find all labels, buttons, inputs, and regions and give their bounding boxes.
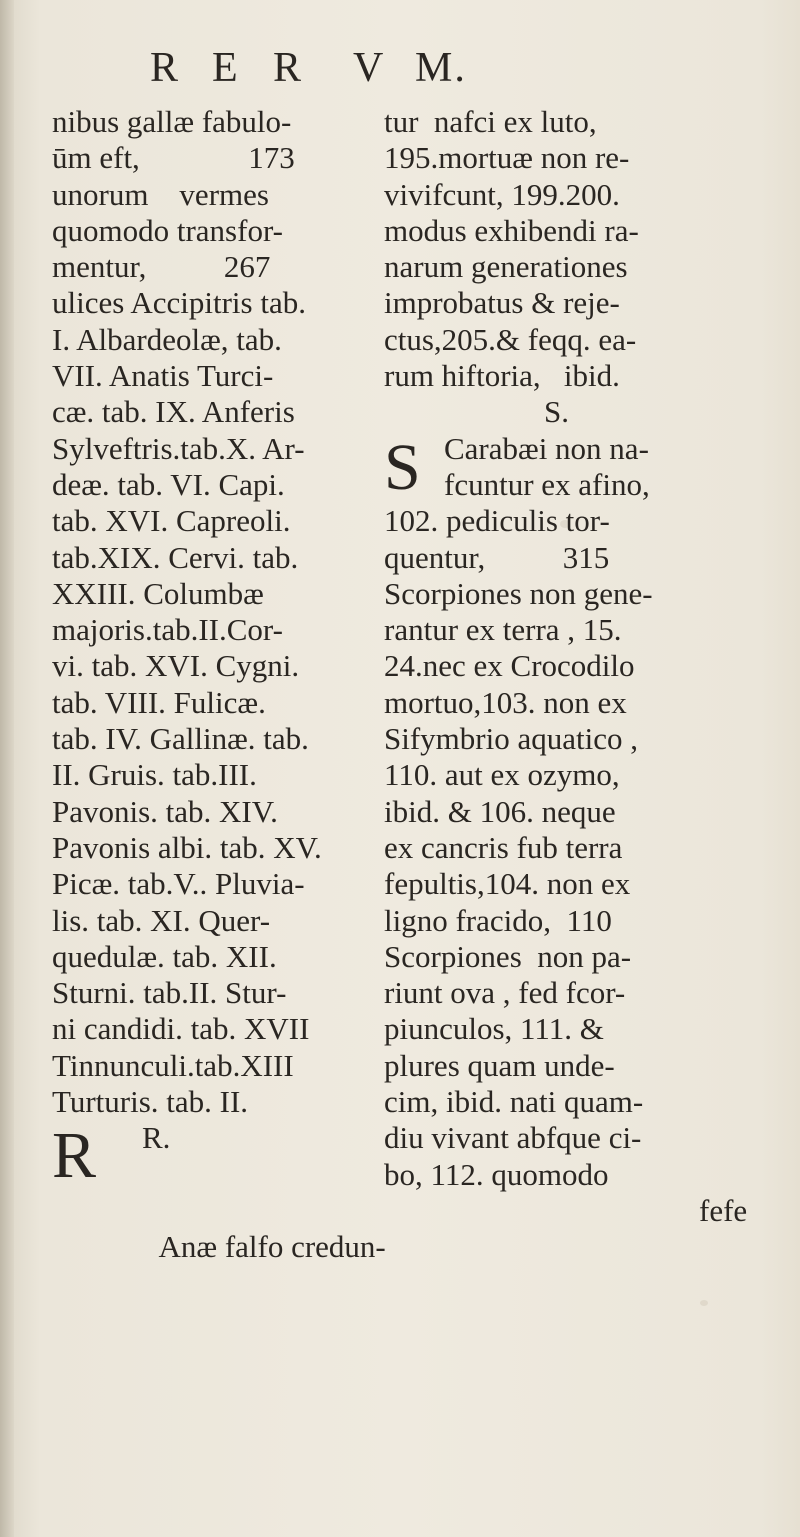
text-line: ibid. & 106. neque — [384, 793, 616, 829]
text-line: Anæ falfo credun- — [158, 1229, 386, 1265]
text-line: tab. IV. Gallinæ. tab. — [52, 721, 309, 757]
right-column-lines-top — [384, 104, 764, 394]
text-line: Sylveftris.tab.X. Ar- — [52, 430, 305, 466]
text-line: plures quam unde- — [384, 1047, 615, 1083]
text-line: ulices Accipitris tab. — [52, 285, 306, 321]
text-line: rum hiftoria, ibid. — [384, 358, 620, 394]
text-line: lis. tab. XI. Quer- — [52, 902, 271, 938]
running-head-letter: R — [150, 45, 181, 91]
text-line: ni candidi. tab. XVII — [52, 1011, 310, 1047]
text-line: fcuntur ex afino, — [444, 466, 650, 502]
text-line: vi. tab. XVI. Cygni. — [52, 648, 300, 684]
left-column — [52, 104, 386, 1265]
text-line: majoris.tab.II.Cor- — [52, 612, 283, 648]
text-line: improbatus & reje- — [384, 285, 620, 321]
text-line: narum generationes — [384, 249, 628, 285]
text-line: ctus,205.& feqq. ea- — [384, 321, 637, 357]
page-gutter — [0, 0, 14, 1537]
left-column-lines — [52, 104, 370, 1120]
dropcap-paragraph-r — [52, 1118, 386, 1265]
running-head-letter: R — [273, 45, 304, 91]
text-line: quedulæ. tab. XII. — [52, 938, 277, 974]
text-line: Scorpiones non gene- — [384, 575, 653, 611]
text-line: Turturis. tab. II. — [52, 1084, 249, 1120]
text-line: bo, 112. quomodo — [384, 1156, 609, 1192]
text-line: Pavonis. tab. XIV. — [52, 793, 278, 829]
catchword: fefe — [699, 1192, 748, 1228]
text-line: unorum vermes — [52, 176, 269, 212]
dropcap-paragraph-s — [384, 431, 764, 504]
text-line: Pavonis albi. tab. XV. — [52, 829, 322, 865]
text-line: quentur, 315 — [384, 539, 610, 575]
text-line: Picæ. tab.V.. Pluvia- — [52, 866, 305, 902]
text-line: mentur, 267 — [52, 249, 271, 285]
text-line: vivifcunt, 199.200. — [384, 176, 620, 212]
text-line: rantur ex terra , 15. — [384, 612, 622, 648]
text-line: cim, ibid. nati quam- — [384, 1084, 644, 1120]
text-line: 110. aut ex ozymo, — [384, 757, 620, 793]
text-line: 195.mortuæ non re- — [384, 140, 630, 176]
text-line: tab. XVI. Capreoli. — [52, 503, 291, 539]
running-head — [0, 44, 800, 94]
text-line: I. Albardeolæ, tab. — [52, 321, 282, 357]
text-line: mortuo,103. non ex — [384, 684, 627, 720]
text-line: ūm eft, 173 — [52, 140, 295, 176]
text-line: fepultis,104. non ex — [384, 866, 631, 902]
running-head-letter: V — [353, 45, 386, 91]
text-line: 24.nec ex Crocodilo — [384, 648, 635, 684]
paper-spot — [700, 1300, 708, 1306]
text-line: Sifymbrio aquatico , — [384, 721, 638, 757]
text-line: XXIII. Columbæ — [52, 575, 264, 611]
text-line: VII. Anatis Turci- — [52, 358, 274, 394]
text-line: riunt ova , fed fcor- — [384, 975, 626, 1011]
text-line: piunculos, 111. & — [384, 1011, 604, 1047]
text-line: II. Gruis. tab.III. — [52, 757, 257, 793]
dropcap-r: R — [52, 1118, 97, 1192]
text-line: 102. pediculis tor- — [384, 503, 610, 539]
text-line: cæ. tab. IX. Anferis — [52, 394, 295, 430]
text-line: modus exhibendi ra- — [384, 212, 639, 248]
text-line: ligno fracido, 110 — [384, 902, 612, 938]
right-column-lines-bottom — [384, 503, 764, 1193]
dropcap-lines — [384, 431, 764, 504]
text-line: tur nafci ex luto, — [384, 104, 597, 139]
section-heading-s: S. — [544, 394, 569, 430]
running-head-letter: M. — [415, 45, 467, 91]
text-line: diu vivant abfque ci- — [384, 1120, 642, 1156]
text-line: nibus gallæ fabulo- — [52, 104, 292, 139]
running-head-letter: E — [212, 45, 240, 91]
text-line: tab. VIII. Fulicæ. — [52, 684, 266, 720]
text-line: Tinnunculi.tab.XIII — [52, 1047, 294, 1083]
dropcap-s: S — [384, 430, 421, 504]
text-line: deæ. tab. VI. Capi. — [52, 466, 285, 502]
text-line: quomodo transfor- — [52, 212, 283, 248]
section-heading-r: R. — [142, 1120, 171, 1156]
text-line: Scorpiones non pa- — [384, 938, 632, 974]
text-line: Carabæi non na- — [444, 430, 649, 466]
text-line: tab.XIX. Cervi. tab. — [52, 539, 299, 575]
right-column — [384, 104, 764, 1229]
text-line: ex cancris fub terra — [384, 829, 623, 865]
text-line: Sturni. tab.II. Stur- — [52, 975, 287, 1011]
